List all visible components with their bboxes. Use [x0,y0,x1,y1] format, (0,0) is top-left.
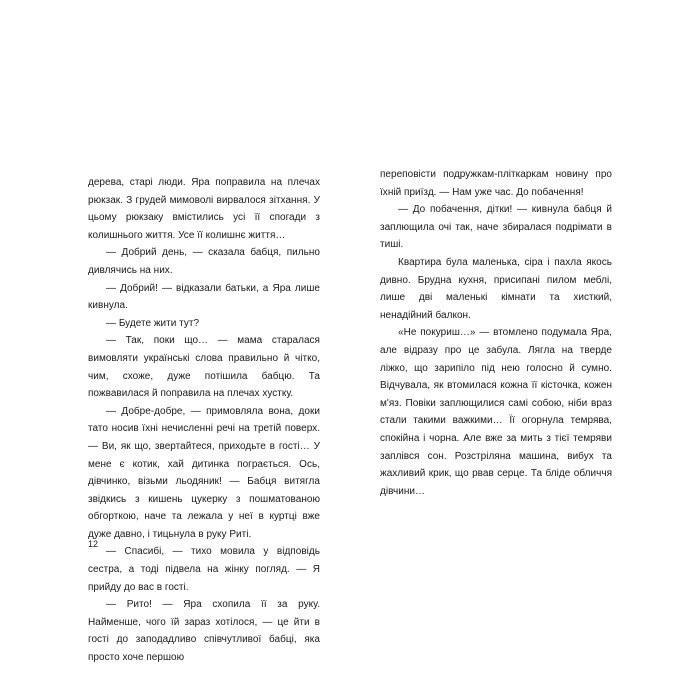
paragraph: — Так, поки що… — мама старалася вимовляти українські слова правильно й чітко, чим, схоже, дуже потішила бабцю. Та пожвавилася й поправила на плечах хустку. [88,335,320,400]
paragraph: «Не покуриш…» — втомлено подумала Яра, але відразу про це забула. Лягла на тверде ліжко, що зарипіло під нею голосно й сумно. Відчувала, як втомилася кожна її кісточка, кожен м'яз. Повіки заплющилися самі собою, ніби враз стали такими важкими… Її огорнула темрява, спокійна і чорна. Але вже за мить з тієї темряви заплівся сон. Розстріляна машина, вибух та жахливий крик, що рвав серце. Та бліде обличчя дівчини… [380,327,612,497]
paragraph: — Добре-добре, — примовляла вона, доки тато носив їхні нечисленні речі на третій поверх. — Ви, як що, звертайтеся, приходьте в гості… У мене є котик, хай дитинка пограється. Ось, дівчинко, візьми льодяник! — Бабця витягла звідкись з кишень цукерку з пошматованою обгорткою, наче та лежала у неї в куртці вже дуже давно, і тицьнула в руку Риті. [88,405,320,540]
left-text-column [88,174,320,667]
paragraph: — Спасибі, — тихо мовила у відповідь сестра, а тоді підвела на жінку погляд. — Я прийду до вас в гості. [88,546,320,593]
paragraph: — Будете жити тут? [106,317,200,329]
paragraph: дерева, старі люди. Яра поправила на плечах рюкзак. З грудей мимоволі вирвалося зітхання. У цьому рюкзаку вмістились усі її спогади з колишнього життя. Усе її колишнє життя… [88,177,320,241]
paragraph: переповісти подружкам-пліткаркам новину про їхній приїзд. — Нам уже час. До побачення! [380,169,612,198]
paragraph: Квартира була маленька, сіра і пахла якось дивно. Брудна кухня, присипані пилом меблі, лише дві маленькі кімнати та хисткий, ненадійний балкон. [380,256,612,321]
right-text-column [380,166,612,500]
paragraph: — Добрий день, — сказала бабця, пильно дивлячись на них. [88,247,320,276]
paragraph: — Рито! — Яра схопила її за руку. Найменше, чого їй зараз хотілося, — це йти в гості до заподадливо співчутливої бабці, яка просто хоче першою [88,599,320,664]
page-number: 12 [88,539,99,549]
paragraph: — Добрий! — відказали батьки, а Яра лише кивнула. [88,282,320,312]
paragraph: — До побачення, дітки! — кивнула бабця й заплющила очі так, наче збиралася подрімати в тиші. [380,204,612,251]
